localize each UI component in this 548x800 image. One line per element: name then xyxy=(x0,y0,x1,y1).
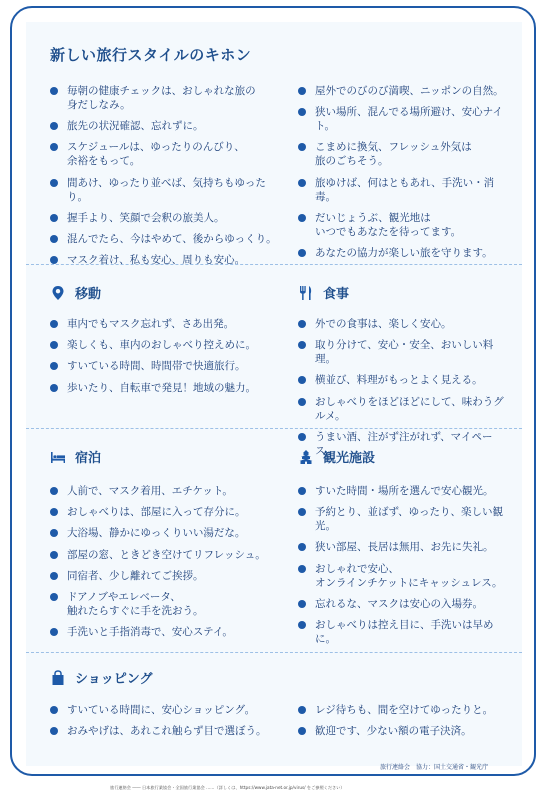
list-item: 握手より、笑顔で会釈の旅美人。 xyxy=(50,211,282,225)
footer-credit: 旅行連絡会 協力：国土交通省・観光庁 xyxy=(379,764,488,771)
list-item: おしゃれで安心、 オンラインチケットにキャッシュレス。 xyxy=(298,562,508,590)
shopping-bag-icon xyxy=(50,670,66,686)
list-item: 部屋の窓、ときどき空けてリフレッシュ。 xyxy=(50,548,282,562)
list-item: 歓迎です、少ない額の電子決済。 xyxy=(298,724,508,738)
list-item: 屋外でのびのび満喫、ニッポンの自然。 xyxy=(298,84,508,98)
list-item: おみやげは、あれこれ触らず目で選ぼう。 xyxy=(50,724,282,738)
list-item: 狭い部屋、長居は無用、お先に失礼。 xyxy=(298,540,508,554)
list-item: うまい酒、注がず注がれず、マイペース。 xyxy=(298,430,508,458)
section-title: 移動 xyxy=(75,287,102,302)
list-item: レジ待ちも、間を空けてゆったりと。 xyxy=(298,703,508,717)
list-item: 旅ゆけば、何はともあれ、手洗い・消毒。 xyxy=(298,176,508,204)
list-item: 外での食事は、楽しく安心。 xyxy=(298,317,508,331)
list-item: おしゃべりは控え目に、手洗いは早めに。 xyxy=(298,618,508,646)
list-item: あなたの協力が楽しい旅を守ります。 xyxy=(298,246,508,260)
list-item: おしゃべりは、部屋に入って存分に。 xyxy=(50,505,282,519)
list-item: 歩いたり、自転車で発見！地域の魅力。 xyxy=(50,381,282,395)
section-divider xyxy=(26,264,522,265)
fork-knife-icon xyxy=(298,285,314,301)
list-item: 取り分けて、安心・安全、おいしい料理。 xyxy=(298,338,508,366)
list-item: 横並び、料理がもっとよく見える。 xyxy=(298,373,508,387)
list-item: だいじょうぶ、観光地は いつでもあなたを待ってます。 xyxy=(298,211,508,239)
list-item: 楽しくも、車内のおしゃべり控えめに。 xyxy=(50,338,282,352)
section-divider xyxy=(26,428,522,429)
kihon-right-list xyxy=(298,84,508,267)
list-item: 予約とり、並ばず、ゆったり、楽しい観光。 xyxy=(298,505,508,533)
location-pin-icon xyxy=(50,285,66,301)
section-title: ショッピング xyxy=(75,672,153,687)
food-list xyxy=(298,317,508,465)
list-item: 人前で、マスク着用、エチケット。 xyxy=(50,484,282,498)
list-item: 旅先の状況確認、忘れずに。 xyxy=(50,119,282,133)
list-item: 間あけ、ゆったり並べば、気持ちもゆったり。 xyxy=(50,176,282,204)
list-item: 同宿者、少し離れてご挨拶。 xyxy=(50,569,282,583)
list-item: ドアノブやエレベータ、 触れたらすぐに手を洗おう。 xyxy=(50,590,282,618)
sights-list xyxy=(298,484,508,653)
list-item: 混んでたら、今はやめて、後からゆっくり。 xyxy=(50,232,282,246)
list-item: 忘れるな、マスクは安心の入場券。 xyxy=(298,597,508,611)
list-item: おしゃべりをほどほどにして、味わうグルメ。 xyxy=(298,395,508,423)
section-header-shop xyxy=(50,668,152,687)
section-header-stay xyxy=(50,447,101,466)
section-header-sights xyxy=(298,447,375,466)
list-item: 毎朝の健康チェックは、おしゃれな旅の 身だしなみ。 xyxy=(50,84,282,112)
section-title: 宿泊 xyxy=(75,451,102,466)
list-item: すいた時間・場所を選んで安心観光。 xyxy=(298,484,508,498)
list-item: 狭い場所、混んでる場所避け、安心ナイト。 xyxy=(298,105,508,133)
kihon-left-list xyxy=(50,84,282,274)
move-list xyxy=(50,317,282,402)
list-item: マスク着け、私も安心、周りも安心。 xyxy=(50,253,282,267)
bed-icon xyxy=(50,449,66,465)
section-title: 観光施設 xyxy=(323,451,376,466)
bottom-fine-print: 旅行連絡会 ―― 日本旅行業協会・全国旅行業協会 ……（詳しくは、https://www.jata-net.or.jp/virus/ をご参照ください） xyxy=(110,785,345,790)
list-item: 手洗いと手指消毒で、安心ステイ。 xyxy=(50,625,282,639)
page-title: 新しい旅行スタイルのキホン xyxy=(50,46,252,64)
shop-right-list xyxy=(298,703,508,745)
list-item: こまめに換気、フレッシュ外気は 旅のごちそう。 xyxy=(298,140,508,168)
section-header-move xyxy=(50,283,101,302)
list-item: すいている時間、時間帯で快適旅行。 xyxy=(50,359,282,373)
list-item: 車内でもマスク忘れず、さあ出発。 xyxy=(50,317,282,331)
section-title: 食事 xyxy=(323,287,350,302)
list-item: スケジュールは、ゆったりのんびり、 余裕をもって。 xyxy=(50,140,282,168)
castle-icon xyxy=(298,449,314,465)
section-divider xyxy=(26,652,522,653)
list-item: 大浴場、静かにゆっくりいい湯だな。 xyxy=(50,526,282,540)
section-header-food xyxy=(298,283,349,302)
shop-left-list xyxy=(50,703,282,745)
list-item: すいている時間に、安心ショッピング。 xyxy=(50,703,282,717)
stay-list xyxy=(50,484,282,646)
